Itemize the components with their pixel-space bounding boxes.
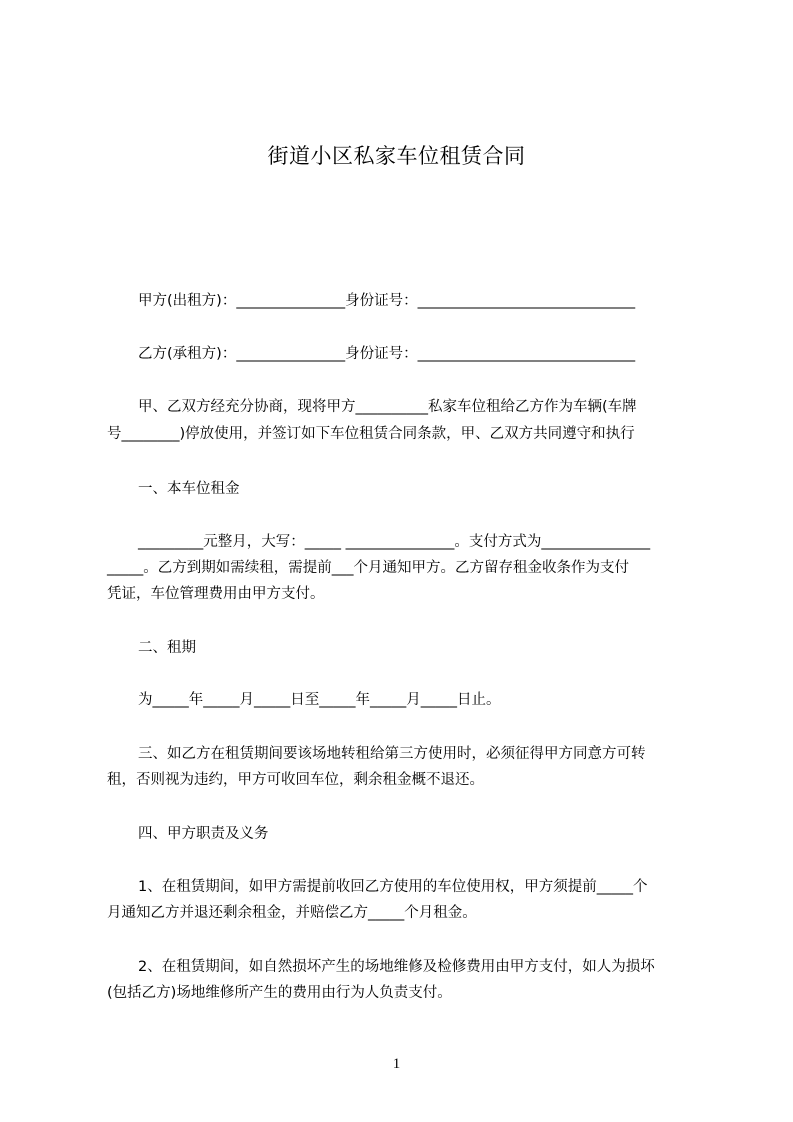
page-number: 1 <box>392 1056 401 1072</box>
section2-heading: 二、租期 <box>138 640 196 656</box>
section1-heading: 一、本车位租金 <box>138 481 240 497</box>
section3-line-2: 租，否则视为违约，甲方可收回车位，剩余租金概不退还。 <box>107 772 484 788</box>
party-a-line: 甲方(出租方)：_______________身份证号：______________________________ <box>138 293 636 309</box>
intro-line-2: 号________)停放使用，并签订如下车位租赁合同条款，甲、乙双方共同遵守和执行 <box>107 426 635 442</box>
intro-line-1: 甲、乙双方经充分协商，现将甲方__________私家车位租给乙方作为车辆(车牌 <box>138 399 637 415</box>
section3-line-1: 三、如乙方在租赁期间要该场地转租给第三方使用时，必须征得甲方同意方可转 <box>138 746 646 762</box>
party-b-line: 乙方(承租方)：_______________身份证号：______________________________ <box>138 346 636 362</box>
section4-item1-line-1: 1、在租赁期间，如甲方需提前收回乙方使用的车位使用权，甲方须提前_____个 <box>138 879 648 895</box>
section4-item1-line-2: 月通知乙方并退还剩余租金，并赔偿乙方_____个月租金。 <box>107 905 477 921</box>
section1-line-2: _____。乙方到期如需续租，需提前___个月通知甲方。乙方留存租金收条作为支付 <box>107 560 629 576</box>
section4-heading: 四、甲方职责及义务 <box>138 826 269 842</box>
section1-line-3: 凭证，车位管理费用由甲方支付。 <box>107 586 325 602</box>
section4-item2-line-1: 2、在租赁期间，如自然损坏产生的场地维修及检修费用由甲方支付，如人为损坏 <box>138 959 655 975</box>
document-title: 街道小区私家车位租赁合同 <box>267 144 526 168</box>
section2-line-1: 为_____年_____月_____日至_____年_____月_____日止。 <box>138 692 501 708</box>
section4-item2-line-2: (包括乙方)场地维修所产生的费用由行为人负责支付。 <box>107 985 452 1001</box>
section1-line-1: _________元整月，大写：_____ _______________。支付方式为_______________ <box>138 534 651 550</box>
